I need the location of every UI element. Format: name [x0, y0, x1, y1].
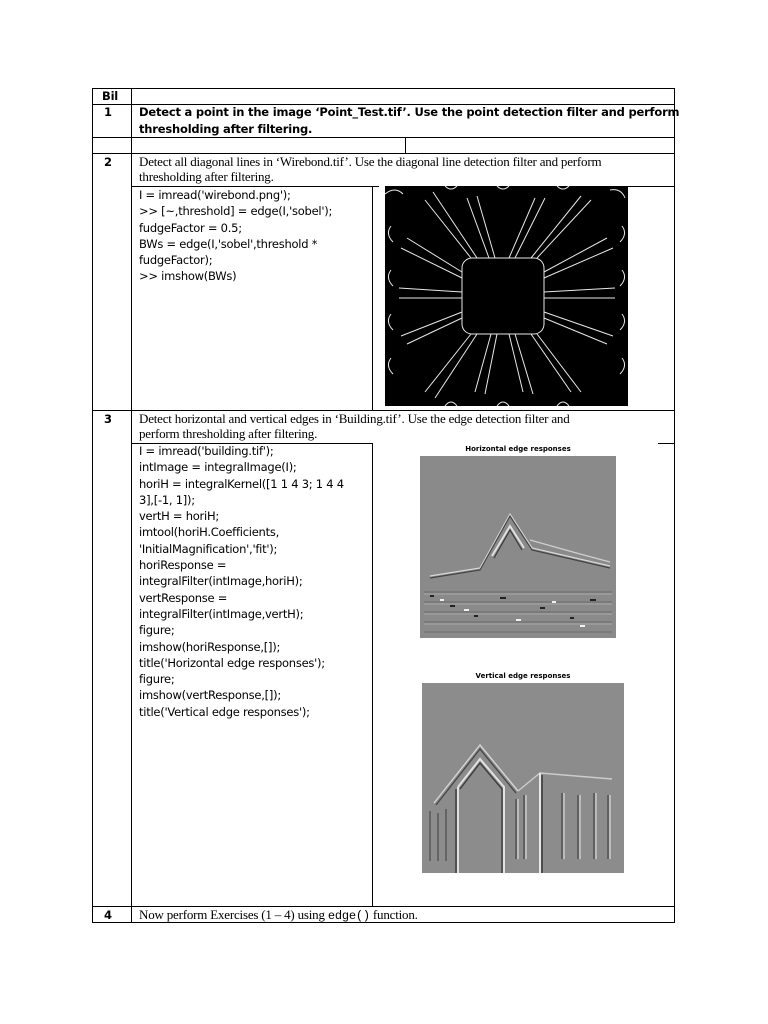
figure-title-vertical: Vertical edge responses: [475, 672, 571, 680]
code-line: vertH = horiH;: [139, 509, 219, 524]
column-divider: [405, 137, 406, 154]
code-line: 3],[-1, 1]);: [139, 492, 195, 507]
row-number: 3: [104, 412, 112, 426]
code-line: imshow(horiResponse,[]);: [139, 639, 281, 654]
code-line: BWs = edge(I,'sobel',threshold *: [139, 236, 318, 251]
code-line: >> imshow(BWs): [139, 269, 237, 284]
exercise-text: Detect a point in the image ‘Point_Test.tif’. Use the point detection filter and perform: [139, 105, 680, 119]
code-line: intImage = integralImage(I);: [139, 460, 297, 475]
code-line: imshow(vertResponse,[]);: [139, 688, 281, 703]
exercise-text: perform thresholding after filtering.: [139, 426, 318, 441]
wirebond-edge-image: [385, 186, 628, 406]
code-line: integralFilter(intImage,vertH);: [139, 606, 304, 621]
edge-function-name: edge(): [327, 909, 370, 923]
column-divider: [131, 88, 132, 923]
exercise-text: thresholding after filtering.: [139, 122, 313, 136]
header-bil: Bil: [102, 89, 119, 103]
vertical-edge-response-image: [422, 683, 624, 873]
row-divider: [92, 137, 675, 138]
row-divider: [658, 443, 675, 444]
code-line: integralFilter(intImage,horiH);: [139, 574, 303, 589]
row-divider: [628, 186, 675, 187]
column-divider: [372, 186, 373, 411]
row-number: 1: [104, 105, 112, 119]
code-line: title('Vertical edge responses');: [139, 704, 310, 719]
code-line: I = imread('wirebond.png');: [139, 188, 291, 202]
code-line: imtool(horiH.Coefficients,: [139, 525, 279, 540]
table-border-top: [92, 88, 675, 89]
exercise-text: thresholding after filtering.: [139, 169, 274, 184]
matlab-code-block: [139, 187, 332, 285]
code-line: figure;: [139, 623, 175, 638]
code-line: I = imread('building.tif');: [139, 444, 274, 458]
code-line: fudgeFactor = 0.5;: [139, 220, 242, 235]
code-line: horiResponse =: [139, 558, 227, 573]
exercise-text-prefix: Now perform Exercises (1 – 4) using: [139, 907, 328, 922]
exercise-text: Detect all diagonal lines in ‘Wirebond.tif’. Use the diagonal line detection filter and perform: [139, 154, 602, 169]
column-divider: [372, 443, 373, 907]
code-line: horiH = integralKernel([1 1 4 3; 1 4 4: [139, 476, 344, 491]
table-border-left: [92, 88, 93, 923]
code-line: title('Horizontal edge responses');: [139, 655, 325, 670]
code-line: >> [~,threshold] = edge(I,'sobel');: [139, 204, 333, 219]
exercise-text: [139, 907, 418, 924]
figure-title-horizontal: Horizontal edge responses: [465, 445, 571, 453]
code-line: vertResponse =: [139, 590, 228, 605]
exercise-text: Detect horizontal and vertical edges in ‘Building.tif’. Use the edge detection filter and: [139, 411, 570, 426]
code-line: figure;: [139, 672, 175, 687]
table-border-right: [674, 88, 675, 923]
code-line: fudgeFactor);: [139, 253, 213, 268]
code-line: 'InitialMagnification','fit');: [139, 541, 278, 556]
row-number: 4: [104, 908, 112, 922]
row-number: 2: [104, 155, 112, 169]
horizontal-edge-response-image: [420, 456, 616, 638]
exercise-text-suffix: function.: [369, 907, 418, 922]
matlab-code-block: [139, 443, 344, 720]
